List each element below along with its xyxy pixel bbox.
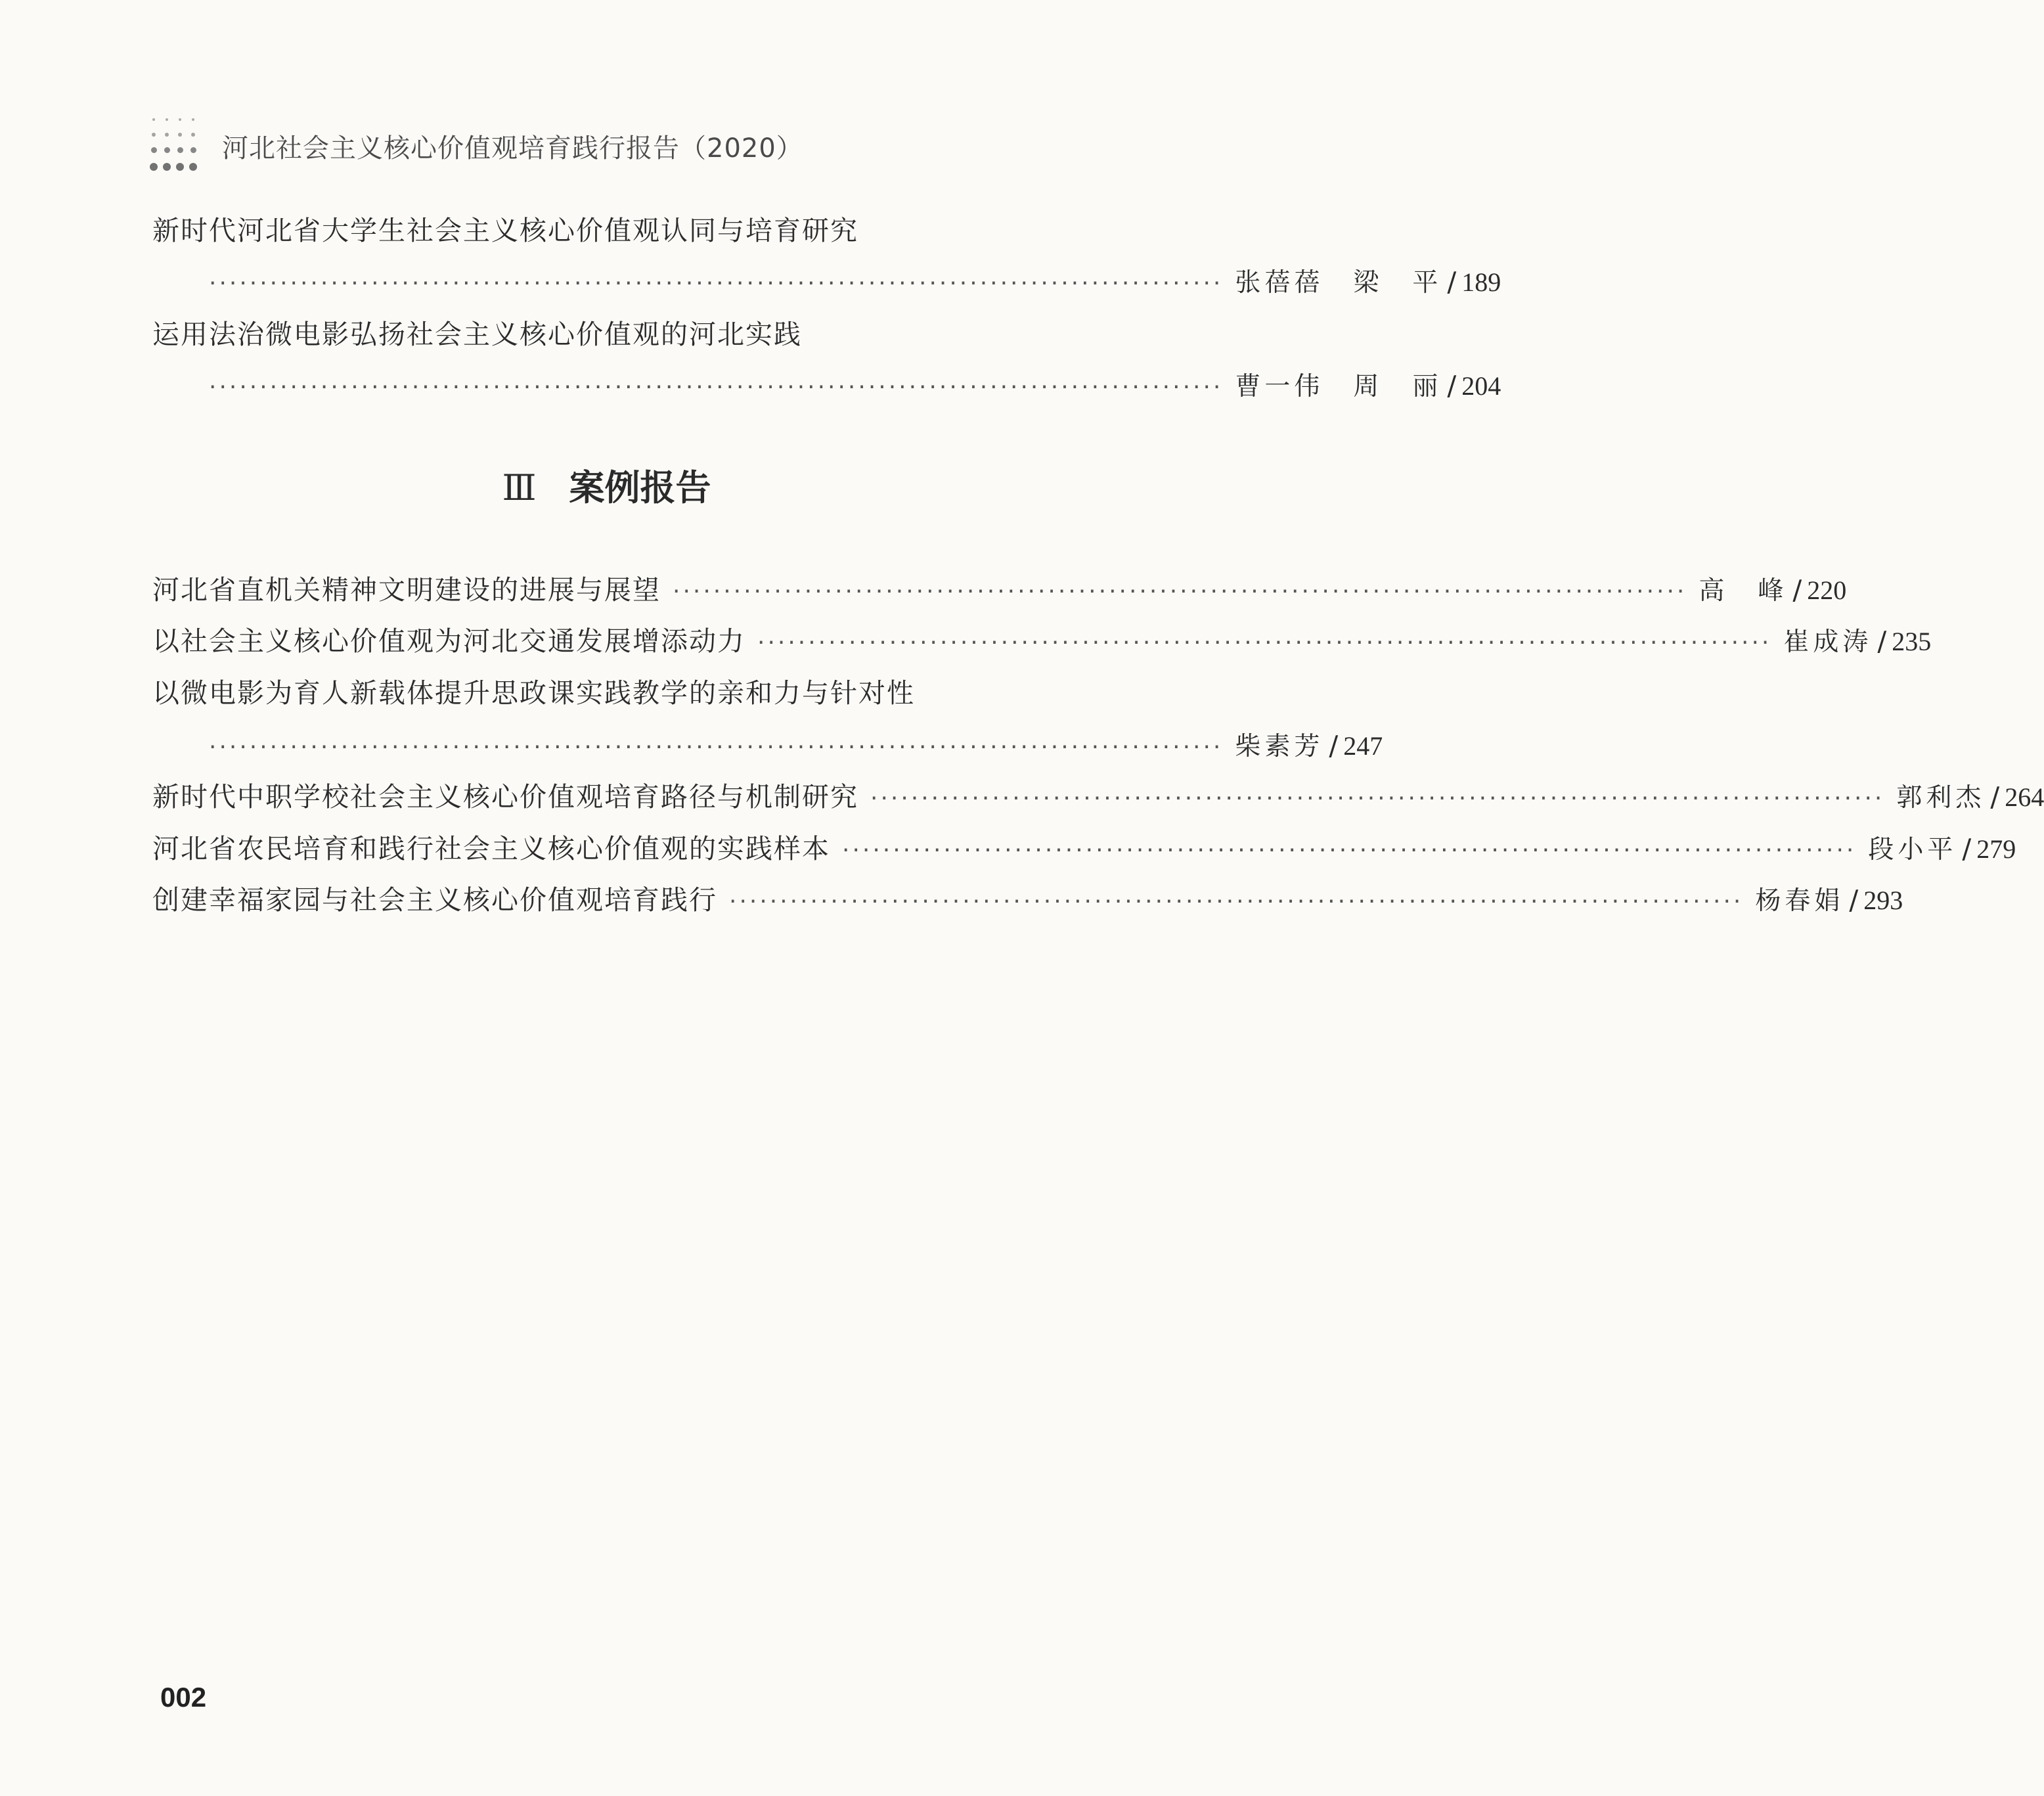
dot-leader: ···································································································· xyxy=(209,734,1224,761)
logo-dot xyxy=(178,133,182,137)
logo-dot xyxy=(192,118,194,121)
toc-entry[interactable] xyxy=(152,568,1847,607)
toc-entry-page: 235 xyxy=(1892,627,1932,656)
logo-dot xyxy=(165,133,169,137)
toc-entry-page: 279 xyxy=(1976,834,2016,864)
separator-slash: / xyxy=(1329,730,1339,761)
logo-dot xyxy=(177,147,183,153)
toc-entry[interactable] xyxy=(152,775,2044,814)
toc-entry-page: 204 xyxy=(1461,371,1501,401)
separator-slash: / xyxy=(1849,884,1859,916)
dot-leader: ···································································································· xyxy=(209,270,1224,297)
toc-entry-title: 运用法治微电影弘扬社会主义核心价值观的河北实践 xyxy=(152,319,802,350)
toc-entry[interactable] xyxy=(152,827,2016,866)
page-number: 002 xyxy=(160,1682,207,1713)
logo-dot xyxy=(191,133,195,137)
running-header xyxy=(150,116,803,176)
toc-entry-page: 189 xyxy=(1461,267,1501,297)
toc-entry[interactable] xyxy=(152,313,1501,403)
logo-dot xyxy=(176,163,184,171)
toc-entry-author: 曹一伟 周 丽 xyxy=(1235,372,1442,401)
toc-entry-title: 新时代河北省大学生社会主义核心价值观认同与培育研究 xyxy=(152,215,858,246)
separator-slash: / xyxy=(1447,266,1457,298)
section-title: 案例报告 xyxy=(569,467,711,508)
logo-dot xyxy=(151,147,157,153)
toc-entry-title: 新时代中职学校社会主义核心价值观培育路径与机制研究 xyxy=(152,781,858,813)
toc-entry-title: 创建幸福家园与社会主义核心价值观培育践行 xyxy=(152,884,717,916)
toc-entry-page: 293 xyxy=(1863,886,1903,915)
toc-entry-author: 高 峰 xyxy=(1699,576,1788,606)
toc-entry[interactable] xyxy=(152,878,1903,917)
dot-leader: ···································································································· xyxy=(673,578,1687,605)
toc-entry[interactable] xyxy=(152,619,1932,658)
logo-dot xyxy=(152,133,156,137)
dot-leader: ···································································································· xyxy=(209,374,1224,401)
toc-entry[interactable] xyxy=(152,209,1501,299)
toc-entry-title: 河北省农民培育和践行社会主义核心价值观的实践样本 xyxy=(152,833,830,864)
separator-slash: / xyxy=(1990,781,2000,813)
logo-dot xyxy=(152,118,155,121)
toc-entry-page: 220 xyxy=(1807,575,1847,605)
separator-slash: / xyxy=(1877,625,1887,657)
dot-leader: ···································································································· xyxy=(729,888,1744,915)
toc-entry-page: 264 xyxy=(2005,782,2044,812)
toc-entry-author: 郭利杰 xyxy=(1896,783,1986,813)
toc-entry-author: 崔成涛 xyxy=(1783,627,1873,657)
separator-slash: / xyxy=(1962,833,1972,864)
dot-leader: ···································································································· xyxy=(870,785,1885,812)
section-numeral: Ⅲ xyxy=(502,467,537,508)
logo-dot xyxy=(164,147,170,153)
toc-entry-author: 柴素芳 xyxy=(1235,732,1324,761)
toc-entry-author: 张蓓蓓 梁 平 xyxy=(1235,268,1442,298)
separator-slash: / xyxy=(1792,574,1802,606)
logo-dot xyxy=(166,118,168,121)
logo-dot xyxy=(150,163,158,171)
toc-entry-author: 段小平 xyxy=(1868,835,1957,864)
toc-entry-title: 以微电影为育人新载体提升思政课实践教学的亲和力与针对性 xyxy=(152,677,915,709)
dot-leader: ···································································································· xyxy=(757,629,1772,656)
dot-leader: ···································································································· xyxy=(842,837,1857,864)
section-heading xyxy=(0,460,1213,510)
toc-entry-title: 河北省直机关精神文明建设的进展与展望 xyxy=(152,574,661,606)
logo-dot xyxy=(190,147,196,153)
separator-slash: / xyxy=(1447,370,1457,401)
toc-entry-title: 以社会主义核心价值观为河北交通发展增添动力 xyxy=(152,625,745,657)
running-head-title: 河北社会主义核心价值观培育践行报告（2020） xyxy=(222,133,803,164)
toc-entry-page: 247 xyxy=(1343,731,1383,761)
dot-grid-logo xyxy=(150,116,200,176)
logo-dot xyxy=(163,163,171,171)
toc-entry-author: 杨春娟 xyxy=(1755,886,1844,916)
logo-dot xyxy=(189,163,197,171)
toc-entry[interactable] xyxy=(152,671,1383,763)
logo-dot xyxy=(179,118,181,121)
